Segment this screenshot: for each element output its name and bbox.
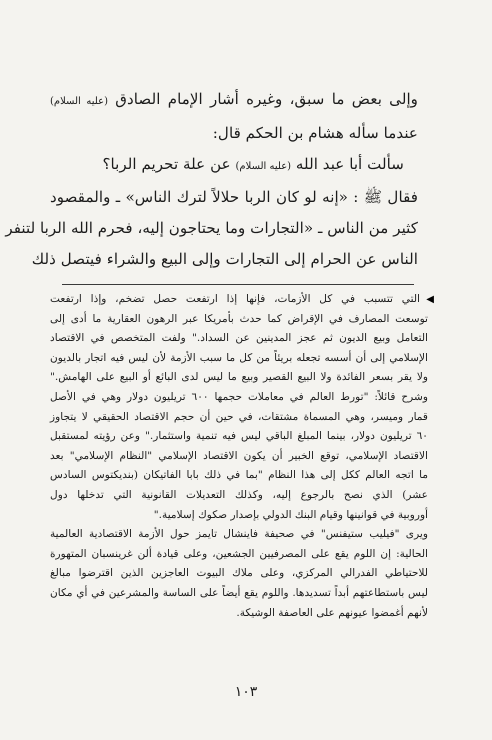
footnote-line-3: التعامل وبيع الديون ثم عجز المدينين عن السداد." ولفت المتخصص في الاقتصاد <box>50 332 428 345</box>
main-text <box>5 84 419 275</box>
footnote-line-12: أوروبية في قوانينها وقيام البنك الدولي بإصدار صكوك إسلامية." <box>153 508 428 521</box>
footnote-line-11: عشر) الذي نصح بالرجوع إليه، وكذلك التعديلات القانونية التي تدخلها دول <box>50 488 428 501</box>
footnote-line-16: ليس باستطاعتهم أبداً تسديدها. واللوم يقع أيضاً على الساسة والمشرعين في أي مكان <box>50 586 428 599</box>
main-line-5: كثير من الناس ـ «التجارات وما يحتاجون إليه، فحرم الله الربا لتنفر <box>5 219 418 238</box>
honorific-1: (عليه السلام) <box>50 96 108 107</box>
footnote-line-10: ما اتجه العالم ككل إلى هذا النظام "بما في ذلك بابا الفاتيكان (بنديكتوس السادس <box>50 469 428 482</box>
footnote-line-4: الإسلامي إلى أن أسسه تجعله بريئاً من كل ما سبب الأزمة لأن ليس فيه اتجار بالديون <box>50 351 428 364</box>
footnote-line-9: الاقتصاد الإسلامي، توقع الخبير أن يكون الاقتصاد الإسلامي "النظام الإسلامي" بعد <box>50 449 428 462</box>
footnote-line-8: ٦٠ تريليون دولار، بينما المبلغ الباقي ليس فيه تنمية واستثمار." وعن رؤيته لمستقبل <box>50 430 428 443</box>
main-line-4: فقال ﷺ : «إنه لو كان الربا حلالاً لترك الناس» ـ والمقصود <box>50 188 419 207</box>
footnote-line-5: ولا يقر بسعر الفائدة ولا البيع القصير وبيع ما ليس لدى البائع أو البيع على الهامش." <box>50 371 428 384</box>
page-number: ١٠٣ <box>234 684 258 700</box>
footnote-arrow-icon: ◀ <box>426 294 434 305</box>
footnotes <box>50 290 434 623</box>
footnote-line-15: للاحتياطي الفدرالي المركزي، وعلى ملاك البيوت العاجزين الذين اقترضوا مبالغ <box>50 567 428 580</box>
footnote-line-2: توسعت المصارف في الإقراض كما حدث بأمريكا عبر الرهون العقارية ما أدى إلى <box>50 312 428 325</box>
main-line-3: سألت أبا عبد الله (عليه السلام) عن علة تحريم الربا؟ <box>102 154 404 173</box>
salawat-symbol: ﷺ <box>363 188 383 207</box>
footnote-line-13: ويرى "فيليب ستيفنس" في صحيفة فاينشال تايمز حول الأزمة الاقتصادية العالمية <box>50 528 428 541</box>
footnote-line-14: الحالية: إن اللوم يقع على المصرفيين الجشعين، وعلى قيادة ألن غرينسبان المتهورة <box>50 547 428 560</box>
footnote-line-17: لأنهم أغمضوا عيونهم على العاصفة الوشيكة. <box>236 606 428 619</box>
honorific-2: (عليه السلام) <box>235 160 292 172</box>
footnote-line-7: قمار وميسر، وهي المسماة مشتقات، في حين أن حجم الاقتصاد الحقيقي لا يتجاوز <box>50 410 428 423</box>
footnote-divider <box>62 284 414 285</box>
footnote-line-1: ◀ التي تتسبب في كل الأزمات، فإنها إذا ارتفعت حصل تضخم، وإذا ارتفعت <box>50 290 428 310</box>
footnote-line-6: وشرح قائلاً: "تورط العالم في معاملات حجمها ٦٠٠ تريليون دولار وهي في الأصل <box>50 390 428 403</box>
main-line-2: عندما سأله هشام بن الحكم قال: <box>212 123 418 142</box>
main-line-1: وإلى بعض ما سبق، وغيره أشار الإمام الصادق (عليه السلام) <box>50 90 419 108</box>
main-line-6: الناس عن الحرام إلى التجارات وإلى البيع والشراء فيتصل ذلك <box>31 249 418 268</box>
